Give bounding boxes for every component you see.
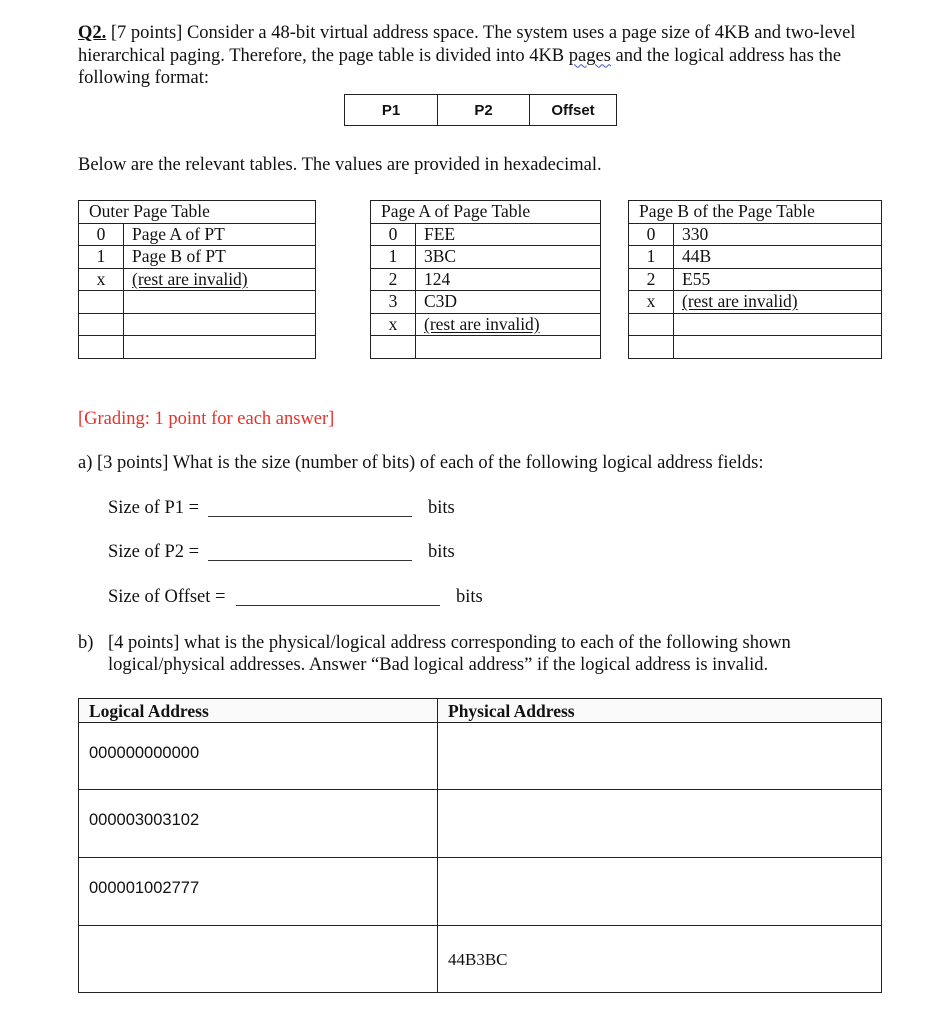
table-row: x (rest are invalid)	[79, 268, 316, 291]
size-p1-label: Size of P1 =	[108, 498, 200, 518]
size-offset-unit: bits	[456, 587, 483, 607]
field-p2: P2	[438, 95, 530, 125]
table-row: x (rest are invalid)	[629, 291, 882, 314]
col-logical-header: Logical Address	[79, 699, 438, 723]
size-offset-label: Size of Offset =	[108, 587, 226, 607]
grading-note: [Grading: 1 point for each answer]	[78, 409, 335, 429]
table-row-empty	[371, 336, 601, 359]
col-physical-header: Physical Address	[438, 699, 882, 723]
part-a-prompt: a) [3 points] What is the size (number of bits) of each of the following logical address fields:	[78, 453, 764, 473]
address-format-diagram	[344, 94, 617, 126]
table-row: 1 3BC	[371, 246, 601, 269]
question-body-end: and the logical address has the following format:	[78, 45, 842, 88]
address-answer-table	[78, 698, 882, 993]
table-row: 1 44B	[629, 246, 882, 269]
table-row	[79, 858, 882, 926]
logical-cell: 000001002777	[79, 858, 438, 926]
spellcheck-word: pages	[568, 45, 611, 66]
size-p1-blank[interactable]	[208, 516, 412, 517]
table-row-empty	[629, 313, 882, 336]
physical-cell[interactable]	[438, 790, 882, 858]
logical-cell: 000003003102	[79, 790, 438, 858]
logical-cell: 000000000000	[79, 723, 438, 790]
question-number: Q2.	[78, 23, 107, 43]
question-body: [7 points] Consider a 48-bit virtual address space. The system uses a page size of 4KB and two-level hierarchical paging. Therefore, the page table is divided into 4KB	[78, 23, 856, 66]
field-offset: Offset	[551, 101, 595, 119]
table-row: x (rest are invalid)	[371, 313, 601, 336]
table-row: 2 124	[371, 268, 601, 291]
physical-cell: 44B3BC	[438, 926, 882, 993]
table-row: 0 330	[629, 223, 882, 246]
part-b-line1: [4 points] what is the physical/logical address corresponding to each of the following shown	[108, 633, 791, 653]
table-row	[79, 790, 882, 858]
table-row-empty	[79, 313, 316, 336]
outer-page-table	[78, 200, 316, 359]
field-p1: P1	[345, 95, 438, 125]
table-row: 0 FEE	[371, 223, 601, 246]
physical-cell[interactable]	[438, 858, 882, 926]
page-a-table	[370, 200, 601, 359]
table-row-empty	[79, 336, 316, 359]
size-p2-blank[interactable]	[208, 560, 412, 561]
table-title: Outer Page Table	[79, 201, 316, 224]
table-title: Page A of Page Table	[371, 201, 601, 224]
part-b-prefix: b)	[78, 633, 94, 653]
question-text	[78, 22, 878, 90]
page-b-table	[628, 200, 882, 359]
size-p2-label: Size of P2 =	[108, 542, 200, 562]
table-title: Page B of the Page Table	[629, 201, 882, 224]
table-row: 3 C3D	[371, 291, 601, 314]
size-p1-unit: bits	[428, 498, 455, 518]
table-row: 2 E55	[629, 268, 882, 291]
table-row	[79, 723, 882, 790]
table-row: 0 Page A of PT	[79, 223, 316, 246]
size-p2-unit: bits	[428, 542, 455, 562]
table-row	[79, 926, 882, 993]
table-row-empty	[629, 336, 882, 359]
table-row: 1 Page B of PT	[79, 246, 316, 269]
logical-cell[interactable]	[79, 926, 438, 993]
tables-intro: Below are the relevant tables. The values are provided in hexadecimal.	[78, 155, 602, 175]
part-b-line2: logical/physical addresses. Answer “Bad logical address” if the logical address is invalid.	[108, 655, 769, 675]
physical-cell[interactable]	[438, 723, 882, 790]
size-offset-blank[interactable]	[236, 605, 440, 606]
table-row-empty	[79, 291, 316, 314]
